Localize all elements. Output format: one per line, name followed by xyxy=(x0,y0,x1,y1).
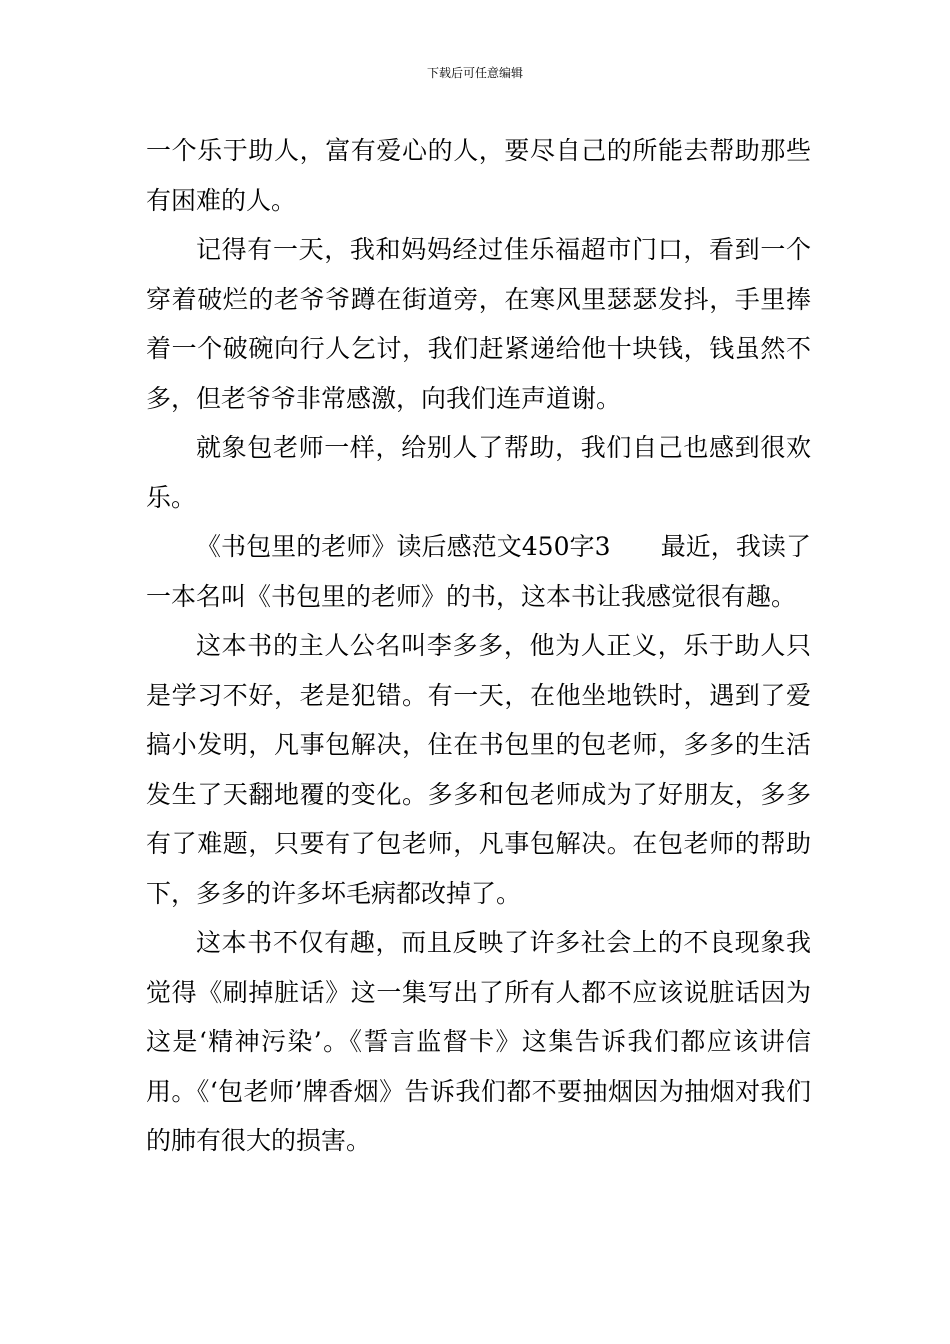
paragraph-5: 这本书的主人公名叫李多多，他为人正义，乐于助人只是学习不好，老是犯错。有一天，在他坐地铁时，遇到了爱搞小发明，凡事包解决，住在书包里的包老师，多多的生活发生了天翻地覆的变化。多多和包老师成为了好朋友，多多有了难题，只要有了包老师，凡事包解决。在包老师的帮助下，多多的许多坏毛病都改掉了。 xyxy=(146,631,811,908)
paragraph-3: 就象包老师一样，给别人了帮助，我们自己也感到很欢乐。 xyxy=(146,433,811,512)
paragraph-2: 记得有一天，我和妈妈经过佳乐福超市门口，看到一个穿着破烂的老爷爷蹲在街道旁，在寒风里瑟瑟发抖，手里捧着一个破碗向行人乞讨，我们赶紧递给他十块钱，钱虽然不多，但老爷爷非常感激，向我们连声道谢。 xyxy=(146,235,811,413)
paragraph-4: 《书包里的老师》读后感范文450字3 最近，我读了一本名叫《书包里的老师》的书，这本书让我感觉很有趣。 xyxy=(146,532,811,611)
paragraph-6: 这本书不仅有趣，而且反映了许多社会上的不良现象我觉得《刷掉脏话》这一集写出了所有人都不应该说脏话因为这是‘精神污染’。《誓言监督卡》这集告诉我们都应该讲信用。《‘包老师’牌香烟》告诉我们都不要抽烟因为抽烟对我们的肺有很大的损害。 xyxy=(146,928,811,1155)
document-body xyxy=(146,126,811,1166)
page-header: 下载后可任意编辑 xyxy=(426,66,523,80)
paragraph-1: 一个乐于助人，富有爱心的人，要尽自己的所能去帮助那些有困难的人。 xyxy=(146,136,811,215)
